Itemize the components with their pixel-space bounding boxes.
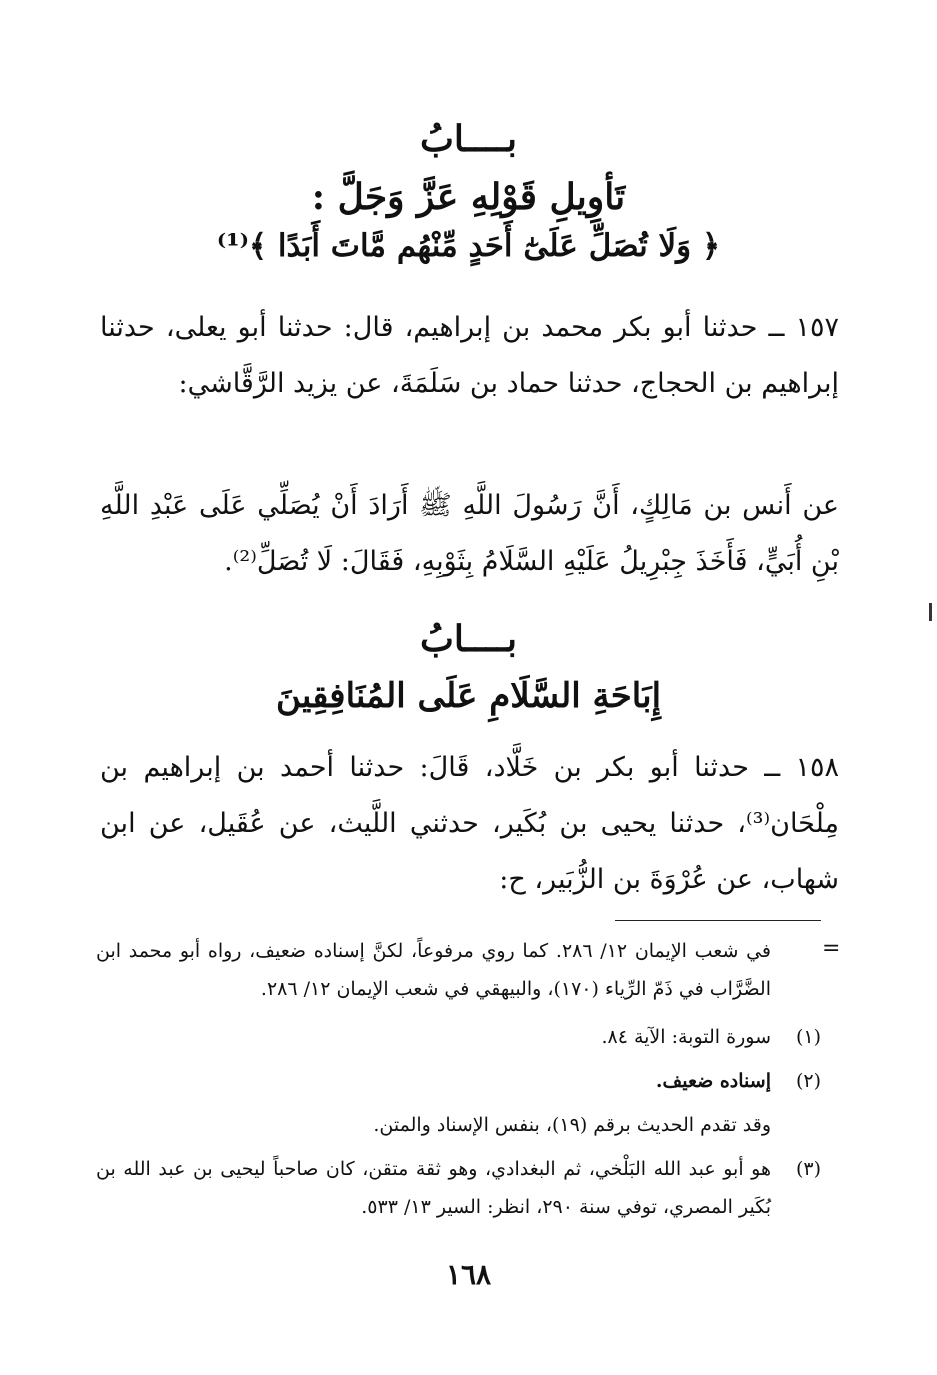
hadith-158-isnad: ١٥٨ ــ حدثنا أبو بكر بن خَلَّاد، قَالَ: حدثنا أحمد بن إبراهيم بن مِلْحَان⁽³⁾، حدثنا يحيى بن بُكَير، حدثني اللَّيث، عن عُقَيل، عن ابن شهاب، عن عُرْوَةَ بن الزُّبَير، ح: [100,752,839,895]
footnote-text: إسناده ضعيف. [655,1070,771,1092]
chapter-title: تَأوِيلِ قَوْلِهِ عَزَّ وَجَلَّ : [311,176,626,218]
footnote-continuation: في شعب الإيمان ١٢/ ٢٨٦. كما روي مرفوعاً، لكنَّ إسناده ضعيف، رواه أبو محمد ابن الضَّرَّاب في ذَمّ الرِّياء (١٧٠)، والبيهقي في شعب الإيمان ١٢/ ٢٨٦. [96,940,772,1000]
footnote-number: (١) [795,1026,821,1048]
chapter-heading-bab: بــــابُ [419,118,518,160]
footnote-text: سورة التوبة: الآية ٨٤. [601,1026,771,1048]
margin-mark [929,603,932,621]
footnote-separator [615,920,821,921]
chapter-heading-bab-2: بــــابُ [419,618,518,660]
quran-verse: ﴿ وَلَا تُصَلِّ عَلَىٰٓ أَحَدٍ مِّنْهُم مَّاتَ أَبَدًا ﴾⁽¹⁾ [216,228,721,264]
footnote-number: (٢) [795,1070,821,1092]
chapter-title-2: إِبَاحَةِ السَّلَامِ عَلَى المُنَافِقِينَ [275,676,662,716]
footnote-text: هو أبو عبد الله البَلْخي، ثم البغدادي، وهو ثقة متقن، كان صاحباً ليحيى بن عبد الله بن بُكَير المصري، توفي سنة ٢٩٠، انظر: السير ١٣/ ٥٣٣. [96,1158,771,1218]
hadith-157-isnad: ١٥٧ ــ حدثنا أبو بكر محمد بن إبراهيم، قال: حدثنا أبو يعلى، حدثنا إبراهيم بن الحجاج، حدثنا حماد بن سَلَمَةَ، عن يزيد الرَّقَّاشي: [100,312,839,399]
footnote-number: (٣) [795,1158,821,1180]
hadith-157-matn: عن أَنس بن مَالِكٍ، أَنَّ رَسُولَ اللَّهِ ﷺ أَرَادَ أَنْ يُصَلِّي عَلَى عَبْدِ اللَّهِ بْنِ أُبَيٍّ، فَأَخَذَ جِبْرِيلُ عَلَيْهِ السَّلَامُ بِثَوْبِهِ، فَقَالَ: لَا تُصَلِّ⁽²⁾. [100,490,839,577]
footnote-continuation-mark: = [822,936,841,961]
footnote-text: وقد تقدم الحديث برقم (١٩)، بنفس الإسناد والمتن. [373,1114,771,1136]
page-number: ١٦٨ [445,1258,492,1291]
